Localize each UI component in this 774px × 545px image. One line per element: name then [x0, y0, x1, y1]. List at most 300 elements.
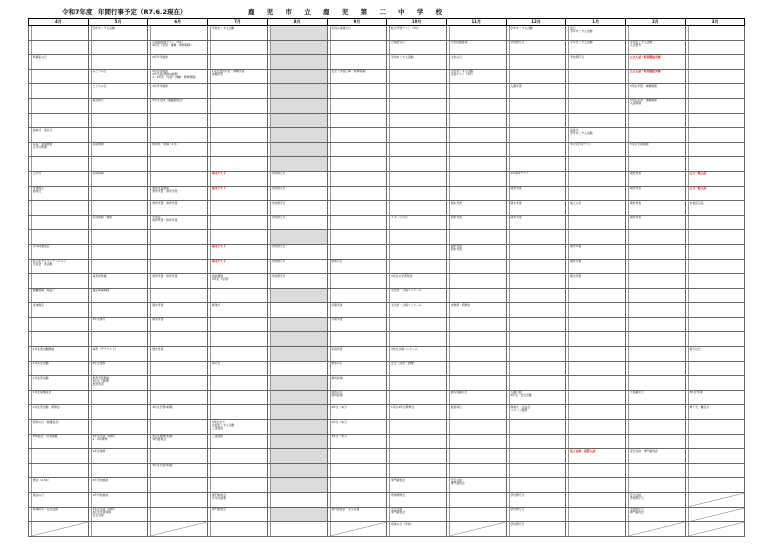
event-text: 3年生の学習発表 [391, 273, 413, 278]
day-cell [688, 113, 745, 128]
month-header: 8月 [267, 19, 327, 26]
day-cell [688, 142, 745, 157]
day-cell [509, 478, 566, 493]
day-cell [211, 128, 268, 143]
day-cell [509, 26, 566, 41]
day-cell [390, 201, 447, 216]
day-row [29, 332, 745, 347]
day-cell [151, 215, 208, 230]
day-cell [270, 215, 327, 230]
day-cell [449, 390, 506, 405]
day-cell [569, 40, 626, 55]
day-cell [151, 361, 208, 376]
event-text: 期末考査 [152, 302, 164, 307]
day-cell [449, 463, 506, 478]
day-cell [509, 84, 566, 99]
day-cell [449, 171, 506, 186]
event-text: 市教研・研修会 [450, 302, 471, 307]
event-text: 安全（消防・訓練） [391, 361, 417, 366]
event-text: 3年生合唱コンクール [391, 346, 418, 351]
event-text: 学習会 教育実習・体育学習 [152, 215, 178, 223]
event-text: 3年生学習・体験期間 入試期間 [629, 98, 657, 106]
day-cell [270, 142, 327, 157]
day-cell [151, 288, 208, 303]
day-cell [390, 507, 447, 522]
day-cell [32, 128, 89, 143]
day-cell [151, 478, 208, 493]
day-cell [270, 361, 327, 376]
day-cell [211, 347, 268, 362]
day-cell [390, 171, 447, 186]
event-text: 天皇誕生日 [629, 390, 644, 395]
day-cell [151, 128, 208, 143]
no-day-cross [689, 522, 745, 536]
day-cell [330, 244, 387, 259]
event-text: 三者面談 [211, 434, 224, 439]
day-cell [390, 259, 447, 274]
day-row [29, 303, 745, 318]
day-cell [91, 215, 148, 230]
day-cell [91, 361, 148, 376]
day-cell [330, 157, 387, 172]
day-cell [390, 376, 447, 391]
day-cell [151, 434, 208, 449]
day-cell [270, 317, 327, 332]
day-cell [509, 463, 566, 478]
event-text: 3年生学習1時間 [152, 404, 173, 409]
event-text: 学期考査 [331, 317, 343, 322]
day-cell [509, 244, 566, 259]
day-cell [32, 288, 89, 303]
event-text: 学校閉庁日 [271, 186, 286, 191]
day-cell [688, 201, 745, 216]
day-cell [629, 69, 686, 84]
day-cell [151, 69, 208, 84]
event-text: 振替休日 [450, 404, 462, 409]
day-row [29, 478, 745, 493]
day-cell [509, 230, 566, 245]
day-cell [211, 478, 268, 493]
day-cell [211, 332, 268, 347]
day-cell [449, 40, 506, 55]
day-cell [390, 113, 447, 128]
day-cell [509, 390, 566, 405]
day-cell [211, 201, 268, 216]
event-text: 体育の日 教育評価 [331, 390, 343, 398]
day-cell [330, 230, 387, 245]
event-text: 文化の日 [450, 54, 462, 59]
event-text: 始業式・着任式 [32, 127, 53, 132]
no-day-cross [689, 508, 745, 522]
day-cell [569, 259, 626, 274]
event-text: 卒業記念品 [689, 200, 704, 205]
event-text: 期末考査 [510, 200, 522, 205]
day-cell [390, 317, 447, 332]
day-cell [32, 259, 89, 274]
day-row [29, 390, 745, 405]
event-text: 海の日 [211, 361, 221, 366]
event-text: スポーツの日 [391, 215, 408, 220]
day-cell [211, 186, 268, 201]
event-text: 1年生選択科目・体験学習 体験学習 [211, 69, 245, 77]
day-cell [32, 55, 89, 70]
day-cell [509, 171, 566, 186]
day-row [29, 157, 745, 172]
day-cell [270, 113, 327, 128]
event-text: 専門委員会 [391, 477, 406, 482]
day-cell [688, 259, 745, 274]
day-row [29, 434, 745, 449]
day-cell [569, 522, 626, 537]
day-cell [688, 493, 745, 508]
day-cell [688, 361, 745, 376]
day-cell [151, 274, 208, 289]
day-cell [211, 55, 268, 70]
day-cell [569, 142, 626, 157]
day-cell [688, 463, 745, 478]
day-row [29, 84, 745, 99]
event-text: 安全点検 専門委員会 [450, 477, 465, 485]
day-row [29, 215, 745, 230]
day-cell [688, 274, 745, 289]
day-cell [390, 288, 447, 303]
day-cell [211, 40, 268, 55]
event-text: 期末考査 [629, 171, 642, 176]
month-header: 5月 [88, 19, 148, 26]
month-header: 4月 [29, 19, 89, 26]
day-cell [509, 522, 566, 537]
day-cell [629, 288, 686, 303]
day-cell [91, 376, 148, 391]
day-cell [688, 215, 745, 230]
event-text: 3年生卒業 [689, 390, 703, 395]
day-cell [449, 98, 506, 113]
day-cell [330, 493, 387, 508]
day-cell [91, 493, 148, 508]
day-cell [509, 55, 566, 70]
day-cell [151, 347, 208, 362]
event-text: 3年生学習・体験期間 [629, 83, 657, 88]
day-cell [629, 55, 686, 70]
event-text: 3年生学習1時間 [152, 463, 173, 468]
day-row [29, 113, 745, 128]
day-cell [629, 449, 686, 464]
event-text: 期末考査 [152, 317, 164, 322]
day-cell [390, 390, 447, 405]
day-cell [211, 376, 268, 391]
day-cell [151, 84, 208, 99]
event-text: 1年生3年生研修会 [391, 404, 415, 409]
event-text: 期末考査 期末考査 [450, 244, 462, 252]
event-text: 3年生全体（進路説明会） [152, 98, 185, 103]
day-cell [629, 113, 686, 128]
day-cell [509, 449, 566, 464]
day-cell [629, 390, 686, 405]
day-cell [449, 522, 506, 537]
fiscal-year: 令和7年度 [62, 8, 93, 16]
day-cell [569, 157, 626, 172]
month-header: 10月 [387, 19, 447, 26]
event-text: 期末テスト [211, 259, 226, 263]
day-row [29, 69, 745, 84]
day-cell [32, 69, 89, 84]
day-cell [688, 69, 745, 84]
day-cell [91, 142, 148, 157]
day-cell [151, 171, 208, 186]
event-text: 面談週間 3年生（学習） [211, 273, 231, 281]
day-cell [390, 55, 447, 70]
month-header: 3月 [685, 19, 745, 26]
day-cell [32, 157, 89, 172]
day-cell [270, 332, 327, 347]
day-cell [330, 259, 387, 274]
day-cell [151, 244, 208, 259]
day-cell [569, 288, 626, 303]
day-cell [629, 317, 686, 332]
event-text: 2年生検診 [92, 361, 106, 366]
event-text: 私立高校・推薦入試 [570, 448, 596, 453]
no-day-cross [151, 522, 207, 536]
day-cell [390, 40, 447, 55]
day-cell [151, 449, 208, 464]
event-text: 定期面談期テスト（3年） 3年生（学習・体験・研修期間） [152, 40, 194, 48]
day-cell [32, 303, 89, 318]
day-cell [629, 463, 686, 478]
event-text: 安全点検 学校閉庁日 [629, 492, 644, 500]
event-text: 授業研究・安全点検 [32, 507, 58, 512]
day-cell [91, 171, 148, 186]
event-text: 3年生学習テスト [570, 142, 592, 147]
day-cell [509, 420, 566, 435]
day-cell [211, 215, 268, 230]
day-cell [211, 288, 268, 303]
no-day-cross [32, 522, 88, 536]
day-cell [32, 274, 89, 289]
event-text: 公立一般入試 [689, 171, 707, 176]
event-text: 遠足準備期間 [92, 288, 110, 293]
day-row [29, 522, 745, 537]
day-cell [688, 347, 745, 362]
day-cell [270, 522, 327, 537]
day-cell [270, 493, 327, 508]
event-text: 家庭訪問・検診 [92, 215, 113, 220]
day-cell [390, 420, 447, 435]
day-cell [629, 157, 686, 172]
day-cell [91, 186, 148, 201]
day-cell [390, 230, 447, 245]
event-text: 春分の日 [689, 346, 701, 351]
day-cell [32, 463, 89, 478]
event-text: 昭和の日（保護者会） [32, 419, 61, 424]
day-cell [569, 55, 626, 70]
event-text: 学校閉庁日 [510, 40, 525, 45]
day-cell [32, 449, 89, 464]
day-cell [270, 186, 327, 201]
day-cell [32, 332, 89, 347]
day-cell [569, 98, 626, 113]
event-text: みどりの日 [92, 69, 107, 74]
day-cell [211, 157, 268, 172]
day-cell [151, 493, 208, 508]
day-cell [390, 142, 447, 157]
event-text: 期末考査 [629, 215, 642, 220]
event-text: 専門委員会・安全点検 [331, 507, 360, 512]
day-cell [91, 390, 148, 405]
day-cell [91, 128, 148, 143]
event-text: 1年生保護者会 [32, 390, 52, 395]
day-cell [151, 142, 208, 157]
day-cell [270, 55, 327, 70]
day-cell [91, 522, 148, 537]
event-text: 安全点検 専門委員会 [391, 507, 406, 515]
day-cell [270, 274, 327, 289]
event-text: 準備室の日 [32, 54, 47, 59]
day-cell [569, 478, 626, 493]
day-cell [569, 405, 626, 420]
day-row [29, 26, 745, 41]
day-cell [330, 128, 387, 143]
event-text: 3年生（9日） [331, 434, 349, 439]
event-text: 学年をくする活動 [510, 25, 533, 30]
day-cell [449, 274, 506, 289]
event-text: 公立入試・特別選抜実施 [629, 54, 661, 59]
day-cell [270, 434, 327, 449]
day-cell [629, 201, 686, 216]
day-row [29, 463, 745, 478]
event-text: 安全（学校行事・研修期間） [331, 69, 368, 74]
day-cell [211, 303, 268, 318]
event-text: 学校閉庁日 [510, 507, 525, 512]
day-cell [688, 405, 745, 420]
event-text: 敬老の日 [331, 259, 343, 263]
day-cell [569, 303, 626, 318]
event-text: 学年をくする活動 [92, 25, 115, 30]
day-cell [270, 347, 327, 362]
day-row [29, 201, 745, 216]
day-cell [91, 69, 148, 84]
event-text: 授業研修会 [391, 492, 406, 497]
day-cell [151, 303, 208, 318]
day-cell [211, 259, 268, 274]
event-text: 学校をくする活動 [211, 25, 235, 30]
day-cell [688, 26, 745, 41]
day-cell [629, 420, 686, 435]
event-text: 学校閉庁日 [271, 171, 286, 176]
day-cell [629, 26, 686, 41]
day-cell [449, 55, 506, 70]
day-cell [569, 493, 626, 508]
day-row [29, 449, 745, 464]
day-cell [330, 434, 387, 449]
day-cell [151, 55, 208, 70]
day-cell [569, 376, 626, 391]
day-cell [330, 274, 387, 289]
day-cell [569, 244, 626, 259]
event-text: 期末テスト [211, 244, 226, 249]
day-cell [91, 84, 148, 99]
event-text: 人権学習 [510, 83, 522, 88]
day-cell [91, 317, 148, 332]
day-cell [211, 522, 268, 537]
day-cell [270, 244, 327, 259]
event-text: 学年をくする活動 定期テスト（3年） [450, 69, 475, 77]
event-text: 専門委員会 学年の始業 [211, 492, 226, 500]
day-cell [211, 230, 268, 245]
day-cell [151, 26, 208, 41]
day-cell [32, 420, 89, 435]
no-day-cross [331, 522, 387, 536]
day-cell [390, 128, 447, 143]
event-text: 憲法（4.30） [32, 477, 51, 482]
day-cell [270, 449, 327, 464]
day-cell [449, 201, 506, 216]
event-text: 教育実習開始 3年生（研修） 教育実習 [92, 375, 112, 386]
day-cell [330, 390, 387, 405]
day-cell [330, 317, 387, 332]
day-row [29, 230, 745, 245]
day-cell [270, 478, 327, 493]
day-cell [688, 478, 745, 493]
day-row [29, 55, 745, 70]
day-cell [32, 478, 89, 493]
day-cell [629, 347, 686, 362]
event-text: PTA総会・授業参観 [32, 434, 58, 439]
day-cell [91, 26, 148, 41]
day-cell [509, 288, 566, 303]
day-cell [330, 142, 387, 157]
day-cell [688, 98, 745, 113]
day-row [29, 40, 745, 55]
day-cell [211, 244, 268, 259]
day-cell [569, 201, 626, 216]
event-text: 期末テスト [211, 171, 226, 176]
event-text: 学校閉庁日 [510, 521, 525, 526]
day-cell [270, 507, 327, 522]
day-cell [91, 259, 148, 274]
day-cell [32, 434, 89, 449]
event-text: 学年をくする活動 入学選考 [629, 40, 653, 48]
day-cell [151, 420, 208, 435]
day-cell [569, 317, 626, 332]
day-cell [390, 449, 447, 464]
day-cell [32, 84, 89, 99]
event-text: 期末考査 [570, 244, 582, 249]
day-cell [629, 478, 686, 493]
day-cell [390, 434, 447, 449]
day-cell [211, 449, 268, 464]
day-cell [32, 26, 89, 41]
day-cell [390, 493, 447, 508]
day-cell [32, 142, 89, 157]
event-text: 1年生部活動開始 [32, 346, 55, 351]
event-text: 期末考査 [450, 215, 462, 220]
day-cell [569, 113, 626, 128]
day-row [29, 347, 745, 362]
day-cell [449, 26, 506, 41]
event-text: 学校閉庁日 [510, 492, 525, 497]
day-cell [211, 434, 268, 449]
annual-calendar-table [28, 18, 745, 537]
day-cell [211, 493, 268, 508]
day-cell [390, 157, 447, 172]
day-cell [629, 522, 686, 537]
day-cell [330, 201, 387, 216]
day-cell [449, 259, 506, 274]
event-text: 1年学校検診 [92, 492, 109, 497]
day-cell [688, 186, 745, 201]
event-text: 2年学年検診 [152, 54, 168, 59]
day-cell [390, 303, 447, 318]
